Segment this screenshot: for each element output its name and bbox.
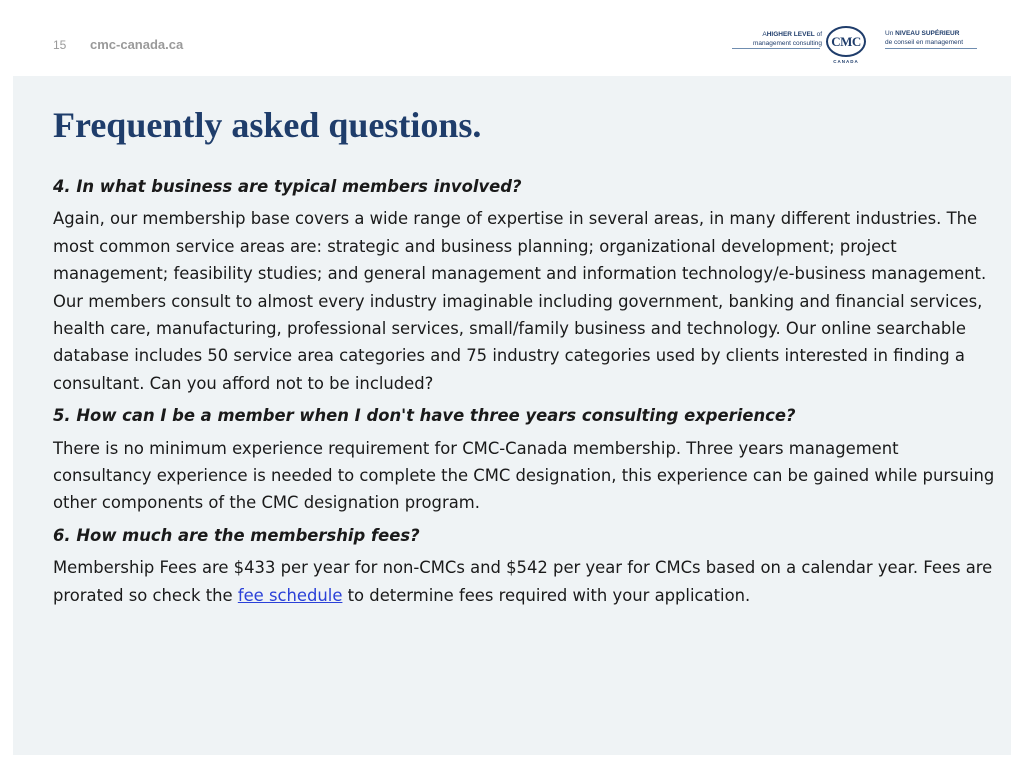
faq-answer-6-text-start: Membership Fees are $433 per year for non-CMCs and $542 per year for CMCs based on a calendar year. Fees are prorated so check the	[53, 558, 993, 605]
faq-question-4: 4. In what business are typical members involved?	[53, 177, 522, 196]
logo-country: CANADA	[833, 59, 859, 64]
logo-divider-right	[885, 48, 977, 49]
faq-answer-5: There is no minimum experience requirement for CMC-Canada membership. Three years management consultancy experience is needed to complete the CMC designation, this experience can be gained while pursuing other components of the CMC designation program.	[53, 438, 995, 513]
slide-title: Frequently asked questions.	[53, 105, 482, 145]
logo-mark-text: CMC	[831, 34, 861, 49]
logo-divider-left	[732, 48, 820, 49]
content-panel	[13, 76, 1011, 755]
faq-question-5: 5. How can I be a member when I don't have three years consulting experience?	[53, 406, 796, 426]
faq-answer-6-text-end: to determine fees required with your application.	[342, 585, 751, 605]
faq-body	[53, 173, 998, 614]
logo-tagline-english: AHIGHER LEVEL of management consulting	[752, 31, 822, 47]
faq-answer-4: Again, our membership base covers a wide range of expertise in several areas, in many different industries. The most common service areas are: strategic and business planning; organizational development; project management; feasibility studies; and general management and information technology/e-business management. Our members consult to almost every industry imaginable including government, banking and financial services, health care, manufacturing, professional services, small/family business and technology. Our online searchable database includes 50 service area categories and 75 industry categories used by clients interested in finding a consultant. Can you afford not to be included?	[53, 209, 987, 393]
fee-schedule-link[interactable]: fee schedule	[237, 585, 343, 605]
faq-answer-6	[53, 554, 998, 609]
site-url: cmc-canada.ca	[90, 37, 184, 52]
page-number: 15	[53, 38, 67, 52]
logo-tagline-french: Un NIVEAU SUPÉRIEUR de conseil en management	[885, 30, 964, 46]
cmc-canada-logo	[730, 26, 980, 68]
cmc-logo-mark	[826, 26, 866, 57]
slide-header	[0, 0, 1024, 76]
faq-question-6: 6. How much are the membership fees?	[53, 525, 420, 545]
